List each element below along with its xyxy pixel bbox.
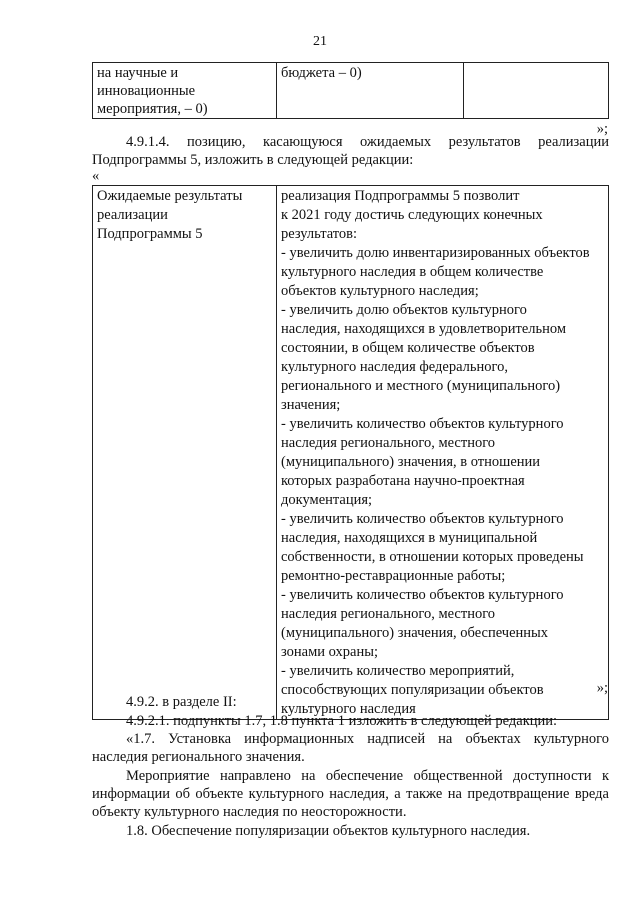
paragraph-1-8: 1.8. Обеспечение популяризации объектов культурного наследия.	[126, 823, 531, 839]
paragraph-4-9-1-4: 4.9.1.4. позицию, касающуюся ожидаемых результатов реализации Подпрограммы 5, изложить в следующей редакции:	[92, 134, 609, 168]
page-number: 21	[313, 34, 327, 49]
results-table-label: Ожидаемые результаты реализации Подпрограммы 5	[93, 186, 277, 720]
closing-quote: »;	[596, 121, 608, 137]
top-table-cell-2: бюджета – 0)	[277, 63, 464, 119]
results-table	[92, 185, 609, 720]
top-table	[92, 62, 609, 119]
closing-quote: »;	[596, 680, 608, 696]
top-table-cell-3	[464, 63, 609, 119]
paragraph-4-9-2-1: 4.9.2.1. подпункты 1.7, 1.8 пункта 1 изложить в следующей редакции:	[126, 713, 558, 729]
paragraph-1-7-description: Мероприятие направлено на обеспечение общественной доступности к информации об объекте культурного наследия, а также на предотвращение вреда объекту культурного наследия по неосторожности.	[92, 768, 609, 820]
paragraph-1-7: «1.7. Установка информационных надписей на объектах культурного наследия регионального значения.	[92, 731, 609, 765]
top-table-cell-1: на научные и инновационные мероприятия, – 0)	[93, 63, 277, 119]
paragraph-4-9-2: 4.9.2. в разделе II:	[126, 694, 237, 710]
opening-quote: «	[92, 168, 100, 184]
results-table-content: реализация Подпрограммы 5 позволит к 2021 году достичь следующих конечных результатов: - увеличить долю инвентаризированных объектов культурного наследия в общем количестве объектов культурного наследия; - увеличить долю объектов культурного наследия, находящихся в удовлетворительном состоянии, в общем количестве объектов культурного наследия федерального, регионального и местного (муниципального) значения; - увеличить количество объектов культурного наследия регионального, местного (муниципального) значения, в отношении которых разработана научно-проектная документация; - увеличить количество объектов культурного наследия, находящихся в муниципальной собственности, в отношении которых проведены ремонтно-реставрационные работы; - увеличить количество объектов культурного наследия регионального, местного (муниципального) значения, обеспеченных зонами охраны; - увеличить количество мероприятий, способствующих популяризации объектов культурного наследия	[277, 186, 609, 720]
table-row	[93, 186, 609, 720]
table-row	[93, 63, 609, 119]
